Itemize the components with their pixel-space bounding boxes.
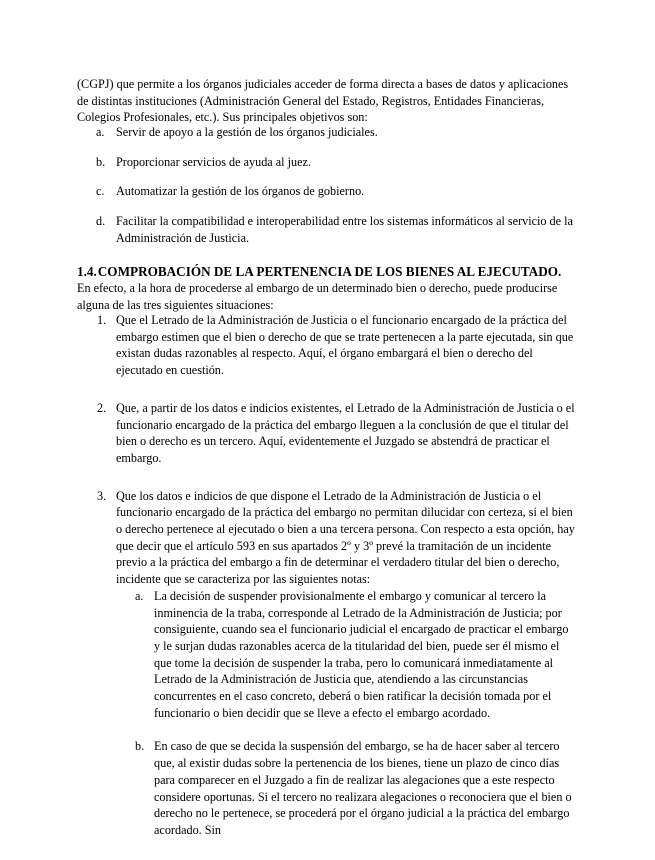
- list-marker: a.: [96, 125, 105, 139]
- list-marker: 1.: [97, 313, 107, 327]
- list-item: [116, 738, 577, 838]
- section-intro-paragraph: En efecto, a la hora de procederse al embargo de un determinado bien o derecho, puede producirse alguna de las tres siguientes situaciones:: [77, 281, 558, 312]
- list-item: [77, 213, 577, 246]
- list-item: [116, 588, 577, 722]
- list-marker: d.: [96, 214, 106, 229]
- list-marker: b.: [96, 154, 106, 169]
- situations-list: [77, 312, 577, 860]
- list-item-text: Que, a partir de los datos e indicios existentes, el Letrado de la Administración de Justicia o el funcionario encargado de la práctica del embargo lleguen a la conclusión de que el titular del bien o derecho es un tercero. Aquí, evidentemente el Juzgado se abstendrá de practicar el embargo.: [116, 400, 575, 465]
- list-item: [77, 400, 577, 467]
- list-item-text: La decisión de suspender provisionalmente el embargo y comunicar al tercero la inminencia de la traba, corresponde al Letrado de la Administración de Justicia; por consiguiente, cuando sea el funcionario judicial el encargado de practicar el embargo y le surjan dudas razonables acerca de la titularidad del bien, puede ser él mismo el que tome la decisión de suspender la traba, pero lo comunicará inmediatamente al Letrado de la Administración de Justicia que, atendiendo a las circunstancias concurrentes en el caso concreto, deberá o bien ratificar la decisión tomada por el funcionario o bien decidir que se lleve a efecto el embargo acordado.: [154, 588, 569, 720]
- section-number: 1.4.: [77, 264, 97, 279]
- list-marker: a.: [135, 588, 144, 603]
- list-item: [77, 154, 577, 171]
- list-marker: 3.: [97, 488, 107, 503]
- list-item-text: En caso de que se decida la suspensión del embargo, se ha de hacer saber al tercero que, al existir dudas sobre la pertenencia de los bienes, tiene un plazo de cinco días para comparecer en el Juzgado a fin de realizar las alegaciones que a este respecto considere oportunas. Si el tercero no realizara alegaciones o reconociera que el bien o derecho no le pertenece, se procederá por el órgano judicial a la práctica del embargo acordado. Sin: [154, 739, 572, 837]
- list-item: [77, 488, 577, 839]
- list-item-text: Proporcionar servicios de ayuda al juez.: [116, 154, 311, 169]
- list-item-text: Que el Letrado de la Administración de Justicia o el funcionario encargado de la práctica del embargo estimen que el bien o derecho de que se trate pertenecen a la parte ejecutada, sin que existan dudas razonables al respecto. Aquí, el órgano embargará el bien o derecho del ejecutado en cuestión.: [116, 313, 574, 378]
- list-item-text: Facilitar la compatibilidad e interoperabilidad entre los sistemas informáticos al servicio de la Administración de Justicia.: [116, 214, 573, 245]
- list-marker: b.: [135, 739, 145, 754]
- list-item-text: Que los datos e indicios de que dispone el Letrado de la Administración de Justicia o el funcionario encargado de la práctica del embargo no permitan dilucidar con certeza, si el bien o derecho pertenece al ejecutado o bien a una tercera persona. Con respecto a esta opción, hay que decir que el artículo 593 en sus apartados 2º y 3º prevé la tramitación de un incidente previo a la práctica del embargo a fin de determinar el verdadero titular del bien o derecho, incidente que se caracteriza por las siguientes notas:: [116, 488, 575, 587]
- list-item-text: Automatizar la gestión de los órganos de gobierno.: [116, 184, 365, 199]
- list-item: [77, 183, 577, 200]
- section-title: COMPROBACIÓN DE LA PERTENENCIA DE LOS BIENES AL EJECUTADO.: [97, 264, 562, 279]
- section-heading: [77, 263, 577, 280]
- list-item: [77, 312, 577, 379]
- list-marker: 2.: [97, 400, 107, 415]
- objectives-list: [77, 124, 577, 260]
- list-item: [77, 124, 577, 141]
- list-item-text: Servir de apoyo a la gestión de los órganos judiciales.: [116, 125, 378, 139]
- notes-list: [116, 588, 577, 839]
- list-marker: c.: [96, 184, 105, 199]
- intro-paragraph: (CGPJ) que permite a los órganos judiciales acceder de forma directa a bases de datos y aplicaciones de distintas instituciones (Administración General del Estado, Registros, Entidades Financieras, Colegios Profesionales, etc.). Sus principales objetivos son:: [77, 77, 569, 125]
